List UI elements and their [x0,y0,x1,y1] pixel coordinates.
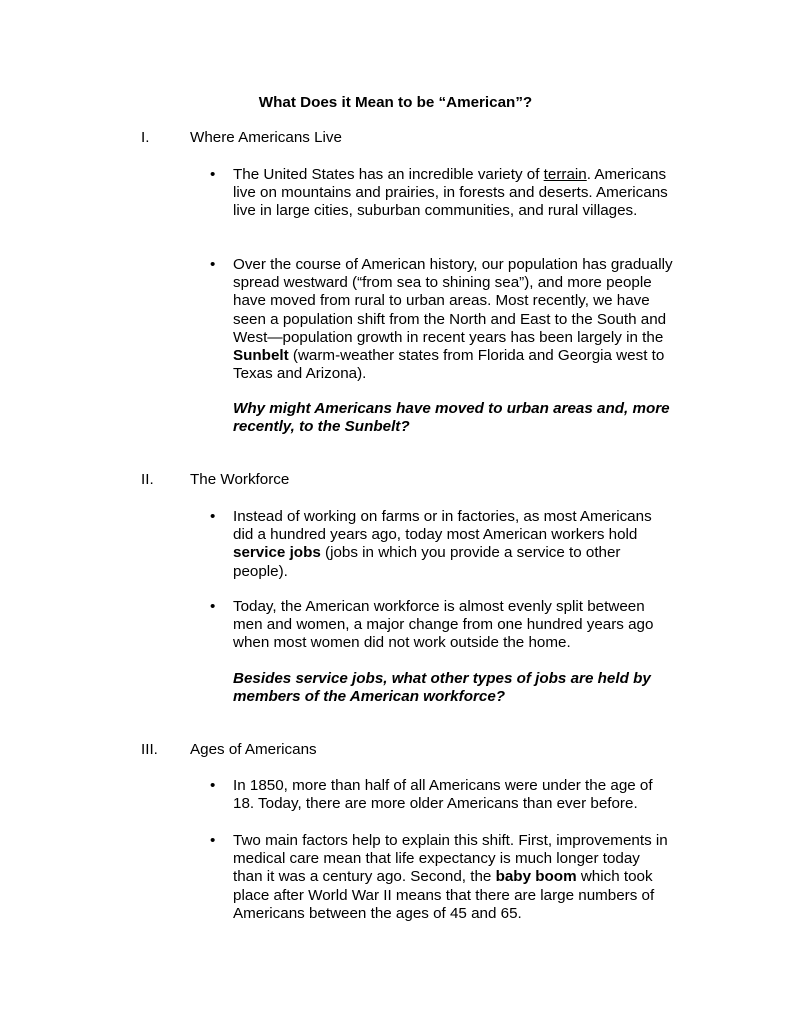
bold-term: service jobs [233,544,321,562]
section-number: III. [141,741,158,758]
bullet-text: Two main factors help to explain this shift. First, improvements in medical care mean that life expectancy is much longer today than it was a century ago. Second, the baby boom which took place after World War II means that there are large numbers of Americans between the ages of 45 and 65. [233,832,668,922]
bullet-icon: • [210,777,216,794]
section-number: I. [141,129,150,146]
discussion-question: Besides service jobs, what other types of jobs are held by members of the American workforce? [233,670,651,706]
bullet-text: Over the course of American history, our population has gradually spread westward (“from sea to shining sea”), and more people have moved from rural to urban areas. Most recently, we have seen a population shift from the North and East to the South and West—population growth in recent years has been largely in the Sunbelt (warm-weather states from Florida and Georgia west to Texas and Arizona). [233,256,673,383]
section-title: Where Americans Live [190,129,342,146]
bold-term: Sunbelt [233,347,289,365]
bold-term: baby boom [495,868,577,886]
section-title: The Workforce [190,471,290,488]
bullet-text: In 1850, more than half of all Americans were under the age of 18. Today, there are more older Americans than ever before. [233,777,653,813]
page-title: What Does it Mean to be “American”? [258,94,533,111]
underlined-term: terrain [543,166,587,183]
bullet-icon: • [210,598,216,615]
bullet-icon: • [210,166,216,183]
section-title: Ages of Americans [190,741,317,758]
bullet-icon: • [210,256,216,273]
bullet-text: Today, the American workforce is almost evenly split between men and women, a major change from one hundred years ago when most women did not work outside the home. [233,598,654,652]
bullet-icon: • [210,508,216,525]
bullet-text: The United States has an incredible variety of terrain. Americans live on mountains and prairies, in forests and deserts. Americans live in large cities, suburban communities, and rural villages. [233,166,668,220]
bullet-icon: • [210,832,216,849]
bullet-text: Instead of working on farms or in factories, as most Americans did a hundred years ago, today most American workers hold service jobs (jobs in which you provide a service to other people). [233,508,652,580]
section-number: II. [141,471,154,488]
discussion-question: Why might Americans have moved to urban areas and, more recently, to the Sunbelt? [233,400,670,436]
